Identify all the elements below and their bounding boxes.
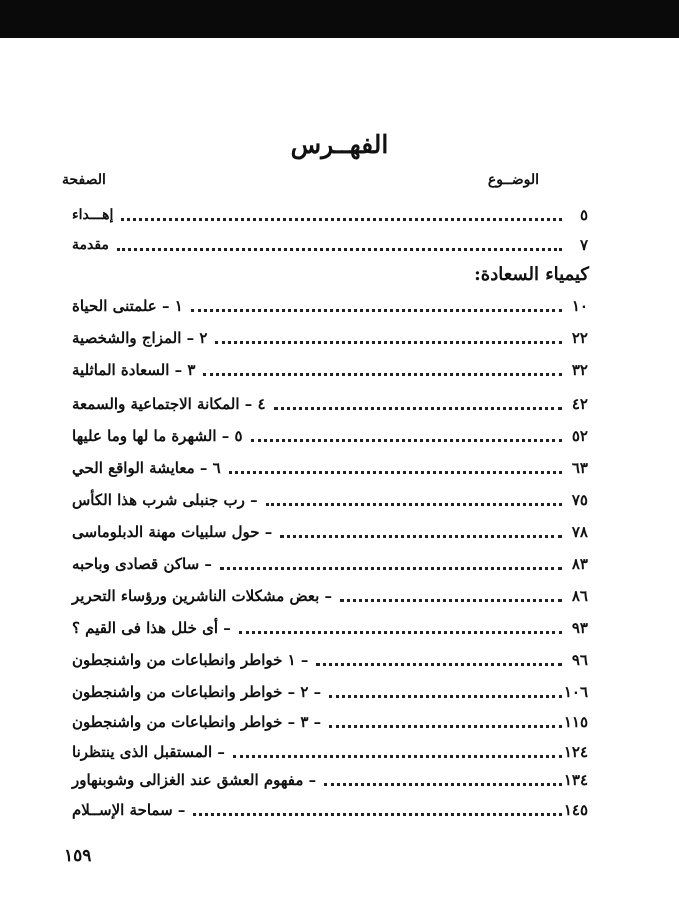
toc-page-number: ٥: [579, 206, 588, 224]
toc-page-number: ٧٥: [571, 491, 588, 509]
dot-leader: [316, 663, 562, 666]
toc-page-number: ١١٥: [563, 713, 588, 731]
toc-page-number: ٧٨: [571, 523, 588, 541]
dot-leader: [203, 373, 562, 376]
toc-label: ٣ – السعادة الماثلية: [72, 361, 196, 379]
toc-label: – بعض مشكلات الناشرين ورؤساء التحرير: [72, 587, 333, 605]
toc-label: مقدمة: [72, 237, 109, 253]
dot-leader: [329, 695, 562, 698]
dot-leader: [340, 599, 562, 602]
dot-leader: [191, 309, 562, 312]
toc-page-number: ٢٢: [571, 329, 588, 347]
toc-label: ١ – علمتنى الحياة: [72, 297, 183, 315]
toc-label: – أى خلل هذا فى القيم ؟: [72, 619, 231, 637]
toc-row: [68, 488, 588, 512]
toc-label: إهـــداء: [72, 207, 114, 223]
toc-row: [68, 710, 588, 734]
toc-label: – ١ خواطر وانطباعات من واشنجطون: [72, 651, 309, 669]
page-column-header: الصفحة: [62, 172, 106, 188]
dot-leader: [324, 783, 562, 786]
toc-row: [68, 392, 588, 416]
toc-row-introduction: [68, 233, 588, 257]
dot-leader: [229, 471, 562, 474]
toc-label: ٥ – الشهرة ما لها وما عليها: [72, 427, 243, 445]
toc-row: [68, 520, 588, 544]
toc-page-number: ٦٣: [571, 459, 588, 477]
dot-leader: [121, 218, 562, 221]
topic-column-header: الوضــوع: [487, 172, 539, 188]
toc-row: [68, 294, 588, 318]
toc-label: – سماحة الإســلام: [72, 801, 186, 819]
toc-row: [68, 648, 588, 672]
toc-row: [68, 798, 588, 822]
toc-label: – ساكن قصادى وباحبه: [72, 555, 212, 573]
toc-page-number: ٨٣: [571, 555, 588, 573]
toc-page-number: ١٤٥: [563, 801, 588, 819]
dot-leader: [280, 535, 562, 538]
toc-page-number: ٤٢: [571, 395, 588, 413]
dot-leader: [117, 248, 562, 251]
toc-label: – رب جنبلى شرب هذا الكأس: [72, 491, 258, 509]
toc-row: [68, 424, 588, 448]
toc-page-number: ٥٢: [571, 427, 588, 445]
toc-page-number: ٧: [579, 236, 588, 254]
dot-leader: [266, 503, 562, 506]
dot-leader: [274, 407, 562, 410]
toc-row: [68, 456, 588, 480]
toc-label: ٢ – المزاج والشخصية: [72, 329, 208, 347]
toc-page-number: ٣٢: [571, 361, 588, 379]
dot-leader: [329, 725, 562, 728]
section-title: كيمياء السعادة:: [474, 264, 589, 285]
page-title: الفهــرس: [290, 130, 389, 159]
toc-row: [68, 358, 588, 382]
toc-page-number: ١٢٤: [563, 743, 588, 761]
toc-page-number: ١٠: [571, 297, 588, 315]
toc-label: – حول سلبيات مهنة الدبلوماسى: [72, 523, 273, 541]
toc-label: – مفهوم العشق عند الغزالى وشوبنهاور: [72, 771, 317, 789]
toc-page-number: ٨٦: [571, 587, 588, 605]
dot-leader: [220, 567, 562, 570]
toc-label: – المستقبل الذى ينتظرنا: [72, 743, 225, 761]
toc-row-dedication: [68, 203, 588, 227]
toc-row: [68, 680, 588, 704]
toc-row: [68, 740, 588, 764]
toc-label: – ٣ – خواطر وانطباعات من واشنجطون: [72, 713, 322, 731]
toc-label: ٤ – المكانة الاجتماعية والسمعة: [72, 395, 266, 413]
page-number: ١٥٩: [64, 846, 92, 866]
toc-page-number: ١٣٤: [563, 771, 588, 789]
toc-row: [68, 552, 588, 576]
toc-row: [68, 584, 588, 608]
toc-label: – ٢ – خواطر وانطباعات من واشنجطون: [72, 683, 322, 701]
toc-page-number: ٩٣: [571, 619, 588, 637]
top-black-bar: [0, 0, 679, 38]
dot-leader: [251, 439, 563, 442]
dot-leader: [215, 341, 562, 344]
toc-row: [68, 616, 588, 640]
toc-page-number: ٩٦: [571, 651, 588, 669]
toc-row: [68, 326, 588, 350]
dot-leader: [233, 755, 562, 758]
toc-label: ٦ – معايشة الواقع الحي: [72, 459, 221, 477]
dot-leader: [239, 631, 562, 634]
toc-page-number: ١٠٦: [563, 683, 588, 701]
dot-leader: [193, 813, 562, 816]
toc-row: [68, 768, 588, 792]
